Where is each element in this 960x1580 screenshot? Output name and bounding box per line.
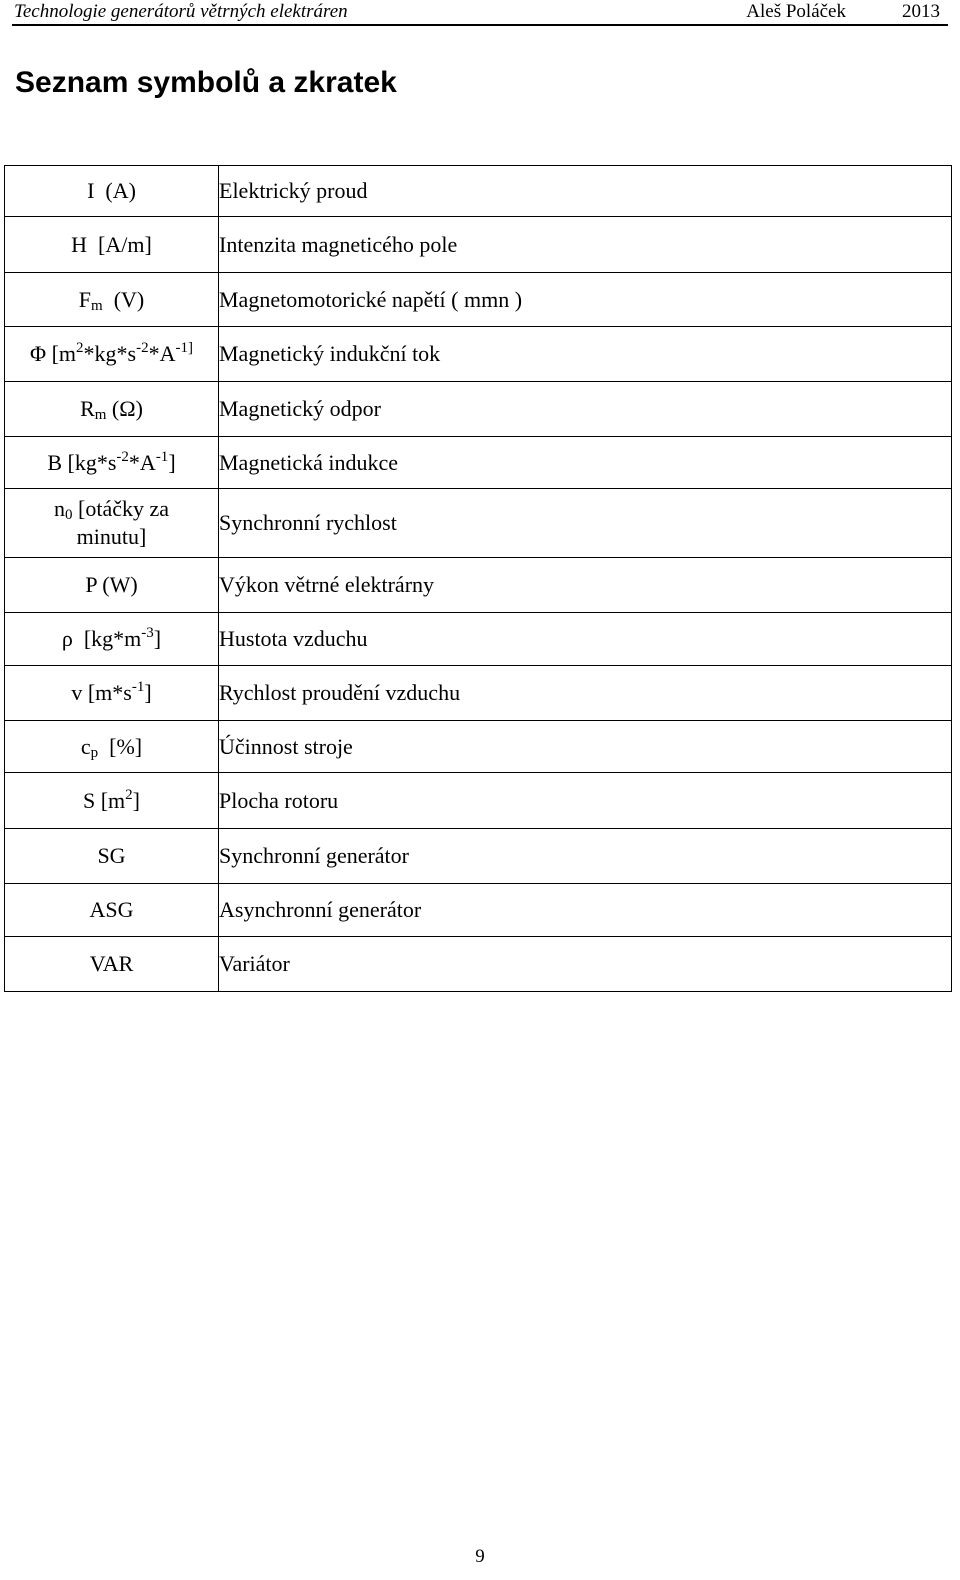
- table-row: [5, 327, 952, 382]
- table-row: [5, 773, 952, 829]
- description-cell: Magnetický odpor: [219, 382, 952, 437]
- table-row: [5, 437, 952, 489]
- symbol-cell: P (W): [5, 558, 219, 613]
- symbol-cell: ASG: [5, 884, 219, 937]
- symbol-cell: $R_m$ (Ω): [5, 382, 219, 437]
- table-row: [5, 937, 952, 992]
- table-row: [5, 666, 952, 721]
- description-cell: Intenzita magneticého pole: [219, 217, 952, 273]
- page-header: [14, 0, 946, 26]
- symbol-cell: S $[m^2]$: [5, 773, 219, 829]
- symbol-cell: H [A/m]: [5, 217, 219, 273]
- symbol-cell: B $[kg*s^{-2}*A^{-1}]$: [5, 437, 219, 489]
- symbol-cell: v $[m*s^{-1}]$: [5, 666, 219, 721]
- header-divider: [12, 24, 948, 26]
- symbol-cell: $c_p$ [%]: [5, 721, 219, 773]
- document-title: Technologie generátorů větrných elektráren: [14, 1, 348, 22]
- symbols-table: [4, 165, 952, 992]
- description-cell: Plocha rotoru: [219, 773, 952, 829]
- table-row: [5, 217, 952, 273]
- table-row: [5, 558, 952, 613]
- table-row: [5, 382, 952, 437]
- description-cell: Magnetický indukční tok: [219, 327, 952, 382]
- table-row: [5, 829, 952, 884]
- description-cell: Magnetická indukce: [219, 437, 952, 489]
- table-row: [5, 613, 952, 666]
- page-number: 9: [475, 1546, 485, 1567]
- description-cell: Synchronní rychlost: [219, 489, 952, 558]
- symbol-cell: I (A): [5, 166, 219, 217]
- description-cell: Hustota vzduchu: [219, 613, 952, 666]
- description-cell: Účinnost stroje: [219, 721, 952, 773]
- description-cell: Elektrický proud: [219, 166, 952, 217]
- year: 2013: [902, 1, 940, 22]
- author-name: Aleš Poláček: [746, 1, 846, 22]
- description-cell: Asynchronní generátor: [219, 884, 952, 937]
- symbol-cell: SG: [5, 829, 219, 884]
- table-row: [5, 489, 952, 558]
- table-row: [5, 273, 952, 327]
- description-cell: Magnetomotorické napětí ( mmn ): [219, 273, 952, 327]
- description-cell: Synchronní generátor: [219, 829, 952, 884]
- table-row: [5, 721, 952, 773]
- table-row: [5, 166, 952, 217]
- symbol-cell: $n_0$ [otáčky za minutu]: [5, 489, 219, 558]
- symbol-cell: VAR: [5, 937, 219, 992]
- symbol-cell: $F_m$ (V): [5, 273, 219, 327]
- symbol-cell: ρ $[kg*m^{-3}]$: [5, 613, 219, 666]
- description-cell: Výkon větrné elektrárny: [219, 558, 952, 613]
- symbol-cell: Φ [$m^2*kg*s^{-2}*A^{-1]}$: [5, 327, 219, 382]
- section-heading: Seznam symbolů a zkratek: [15, 66, 397, 99]
- description-cell: Variátor: [219, 937, 952, 992]
- table-row: [5, 884, 952, 937]
- description-cell: Rychlost proudění vzduchu: [219, 666, 952, 721]
